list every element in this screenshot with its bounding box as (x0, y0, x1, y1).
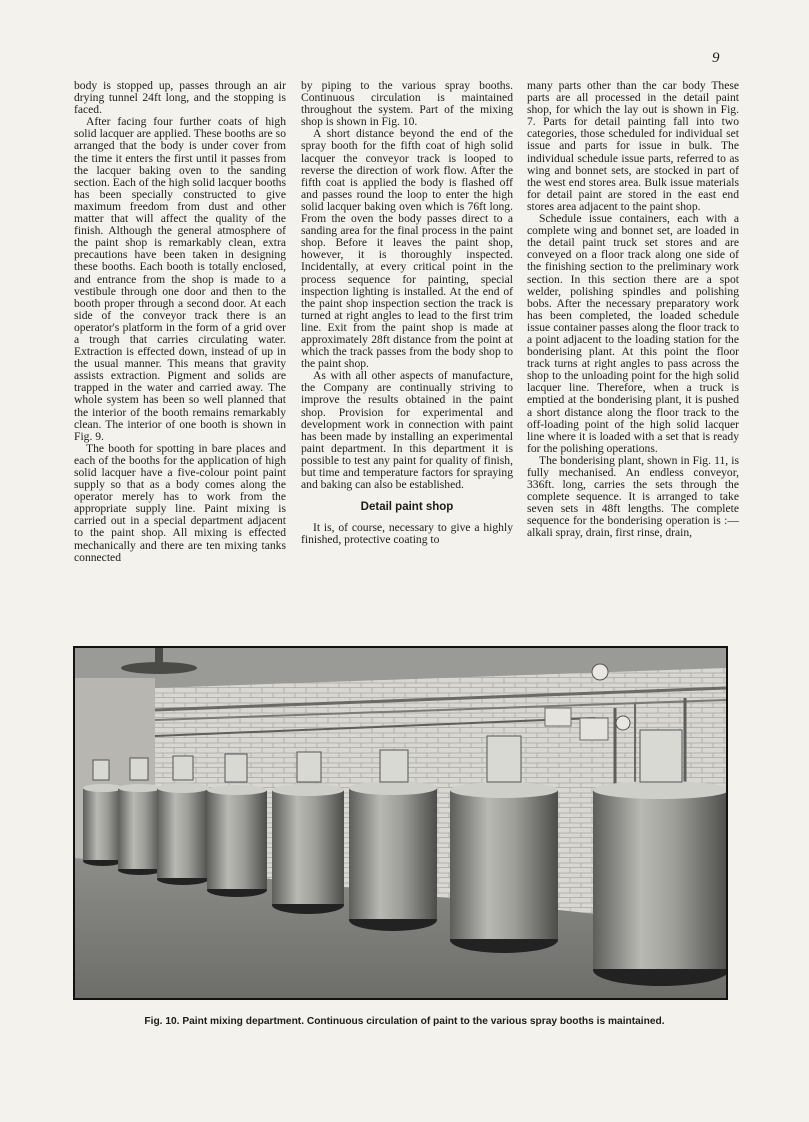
paint-mixing-photo (75, 648, 726, 998)
text-column-2 (301, 80, 513, 546)
paragraph: many parts other than the car body These parts are all processed in the detail paint shop, for which the lay out is shown in Fig. 7. Parts for detail painting fall into two categories, those scheduled for individual set issue and parts for issue in bulk. The individual schedule issue parts, referred to as wing and bonnet sets, are stocked in part of the west end stores area. Bulk issue materials for detail paint are stored in the east end stores area adjacent to the paint shop. (527, 79, 739, 213)
figure-caption: Fig. 10. Paint mixing department. Continuous circulation of paint to the various spray booths is maintained. (144, 1016, 665, 1027)
page-number: 9 (712, 50, 720, 66)
paragraph: As with all other aspects of manufacture, the Company are continually striving to improve the results obtained in the paint shop. Provision for experimental and development work in connection with paint has been made by installing an experimental paint department. In this department it is possible to test any paint for quality of finish, but time and temperature factors for spraying and baking can also be established. (301, 369, 513, 492)
paragraph: After facing four further coats of high solid lacquer are applied. These booths are so arranged that the body is under cover from the time it enters the first until it passes from the lacquer baking oven to the sanding section. Each of the high solid lacquer booths has been specially constructed to give maximum freedom from dust and other matter that will affect the quality of the finish. Although the general atmosphere of the paint shop is remarkably clean, extra precautions have been taken in designing these booths. Each booth is totally enclosed, and entrance from the shop is made to a vestibule through one door and then to the booth proper through a second door. At each side of the conveyor track there is an operator's platform in the form of a grid over a trough that carries circulating water. Extraction is effected down, instead of up in the usual manner. This means that gravity assists extraction. Pigment and solids are trapped in the water and carried away. The whole system has been so well planned that the interior of the booth remains remarkably clean. The interior of one booth is shown in Fig. 9. (74, 115, 286, 443)
paragraph: It is, of course, necessary to give a highly finished, protective coating to (301, 521, 513, 547)
paragraph: The booth for spotting in bare places and each of the booths for the application of high solid lacquer have a five-colour point paint supply so that as a body comes along the operator merely has to work from the appropriate supply line. Paint mixing is carried out in a special department adjacent to the paint shop. All mixing is effected mechanically and there are ten mixing tanks connected (74, 441, 286, 564)
text-column-3 (527, 80, 739, 540)
figure-photo (73, 646, 728, 1000)
paragraph: by piping to the various spray booths. Continuous circulation is maintained throughout the system. Part of the mixing shop is shown in Fig. 10. (301, 79, 513, 129)
text-column-1 (74, 80, 286, 564)
paragraph: body is stopped up, passes through an air drying tunnel 24ft long, and the stopping is faced. (74, 79, 286, 117)
section-heading: Detail paint shop (360, 501, 454, 514)
paragraph: The bonderising plant, shown in Fig. 11, is fully mechanised. An endless conveyor, 336ft. long, carries the sets through the complete sequence. It is arranged to take seven sets in 48ft lengths. The complete sequence for the bonderising operation is :— alkali spray, drain, first rinse, drain, (527, 453, 739, 540)
paragraph: A short distance beyond the end of the spray booth for the fifth coat of high solid lacquer the conveyor track is looped to reverse the direction of work flow. After the fifth coat is applied the body is flashed off and passes round the loop to enter the high solid lacquer baking oven which is 76ft long. From the oven the body passes direct to a sanding area for the final process in the paint shop. Before it leaves the paint shop, however, it is thoroughly inspected. Incidentally, at every critical point in the process sequence for painting, special inspection lighting is installed. At the end of the paint shop inspection section the track is turned at right angles to lead to the first trim line. Exit from the paint shop is made at approximately 28ft distance from the point at which the track passes from the body shop to the paint shop. (301, 127, 513, 371)
paragraph: Schedule issue containers, each with a complete wing and bonnet set, are loaded in the detail paint truck set stores and are conveyed on a floor track along one side of the finishing section to the preliminary work section. In this section there are a spot welder, polishing spindles and polishing bobs. After the necessary preparatory work has been completed, the loaded schedule issue container passes along the floor track to a point adjacent to the loading station for the bonderising plant. At this point the floor track turns at right angles to pass across the shop to the unloading point for the high solid lacquer line. Therefore, when a truck is emptied at the bonderising plant, it is pushed a short distance along the floor track to the off-loading point of the high solid lacquer line where it is loaded with a set that is ready for the polishing operations. (527, 212, 739, 455)
